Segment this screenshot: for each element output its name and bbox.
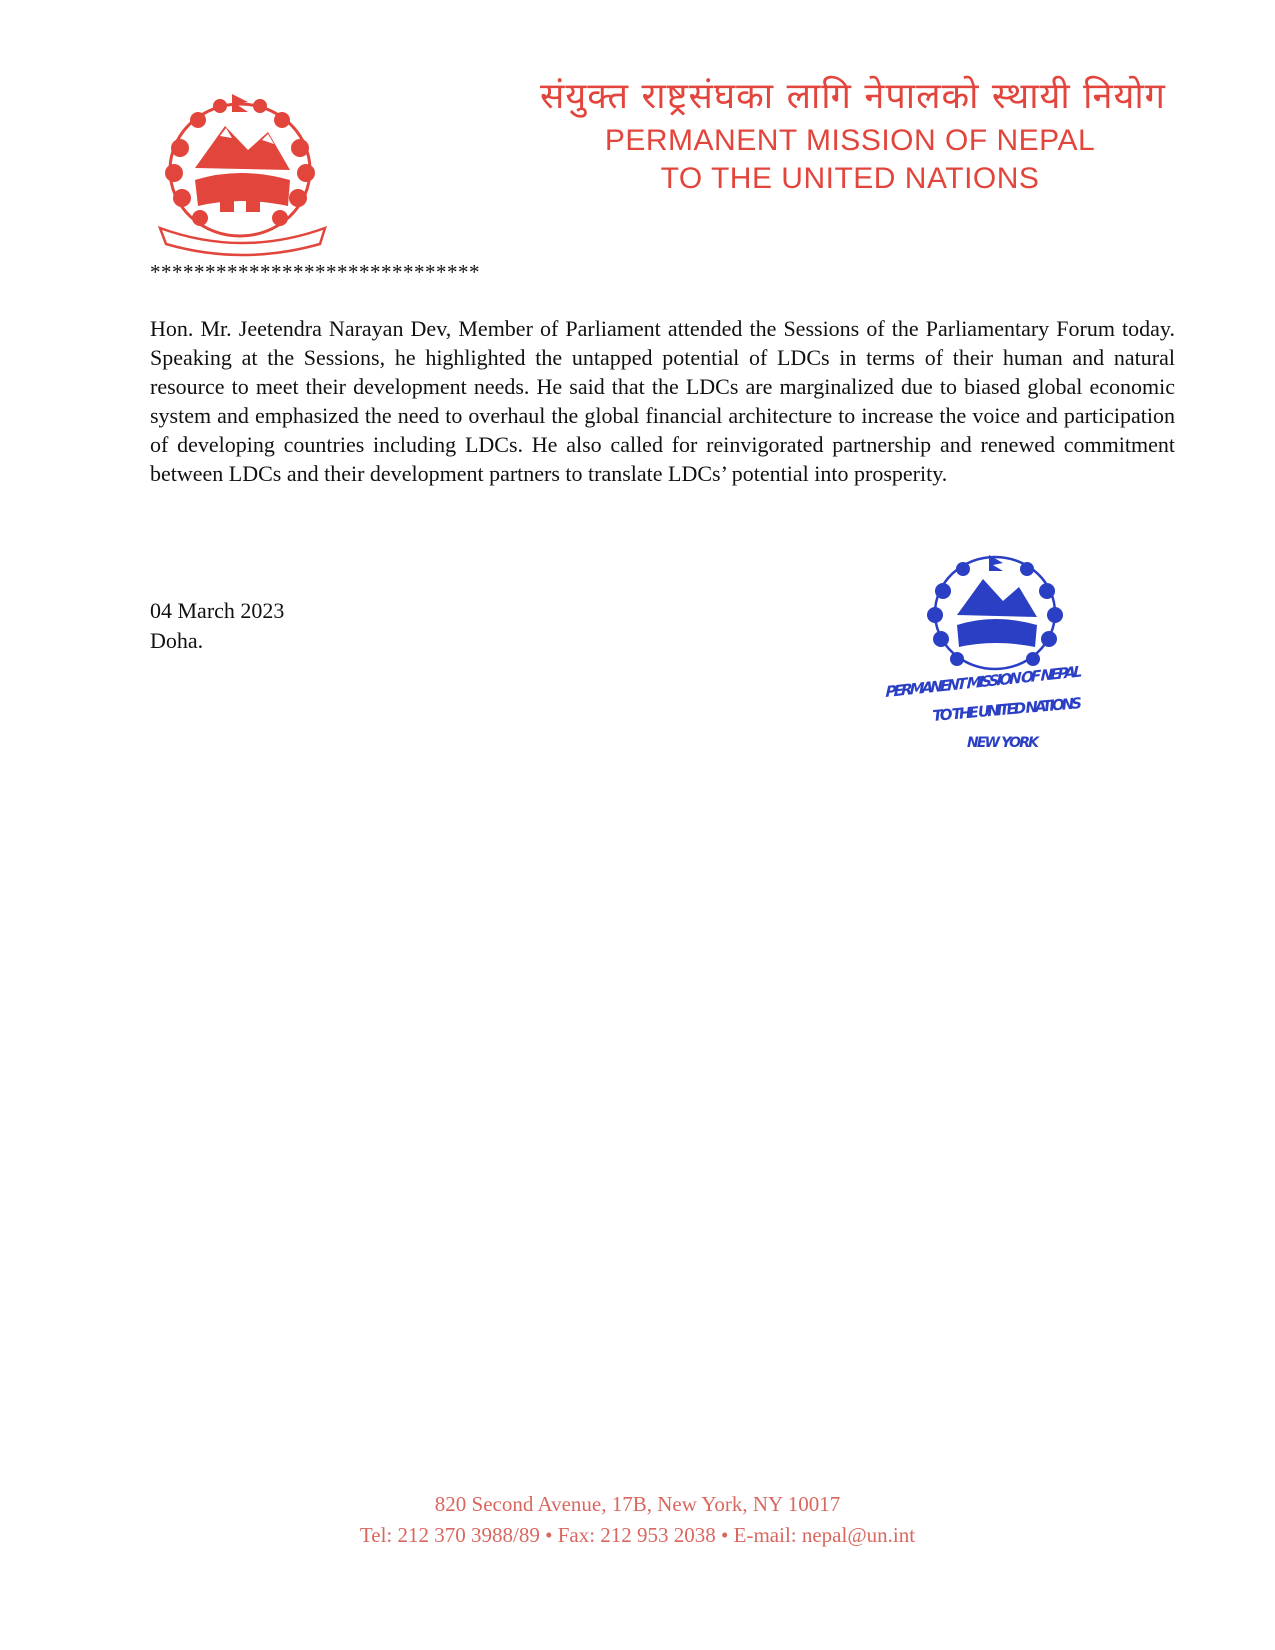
footer-contact: Tel: 212 370 3988/89 • Fax: 212 953 2038 • E-mail: nepal@un.int (359, 1523, 916, 1547)
mission-stamp-icon (885, 555, 1145, 770)
mission-title (500, 72, 1200, 198)
release-date: 04 March 2023 (150, 598, 285, 623)
mission-title-english-line2: TO THE UNITED NATIONS (660, 162, 1040, 195)
stamp-text-line1: PERMANENT MISSION OF NEPAL (885, 662, 1083, 702)
stamp-text-line3: NEW YORK (967, 735, 1039, 751)
release-place: Doha. (150, 628, 204, 653)
asterisk-separator: ****************************** (150, 260, 480, 284)
mission-title-english-line1: PERMANENT MISSION OF NEPAL (604, 124, 1096, 157)
footer (0, 1489, 1275, 1551)
stamp-text-line2: TO THE UNITED NATIONS (931, 693, 1083, 725)
signoff-block (150, 596, 284, 656)
press-release-paragraph: Hon. Mr. Jeetendra Narayan Dev, Member of Parliament attended the Sessions of the Parliamentary Forum today. Speaking at the Sessions, he highlighted the untapped potential of LDCs in terms of their human and natural resource to meet their development needs. He said that the LDCs are marginalized due to biased global economic system and emphasized the need to overhaul the global financial architecture to increase the voice and participation of developing countries including LDCs. He also called for reinvigorated partnership and renewed commitment between LDCs and their development partners to translate LDCs’ potential into prosperity. (150, 316, 1175, 486)
mission-title-nepali: संयुक्त राष्ट्रसंघका लागि नेपालको स्थायी नियोग (540, 76, 1166, 117)
nepal-emblem-icon (150, 88, 335, 253)
footer-address: 820 Second Avenue, 17B, New York, NY 10017 (434, 1492, 841, 1516)
